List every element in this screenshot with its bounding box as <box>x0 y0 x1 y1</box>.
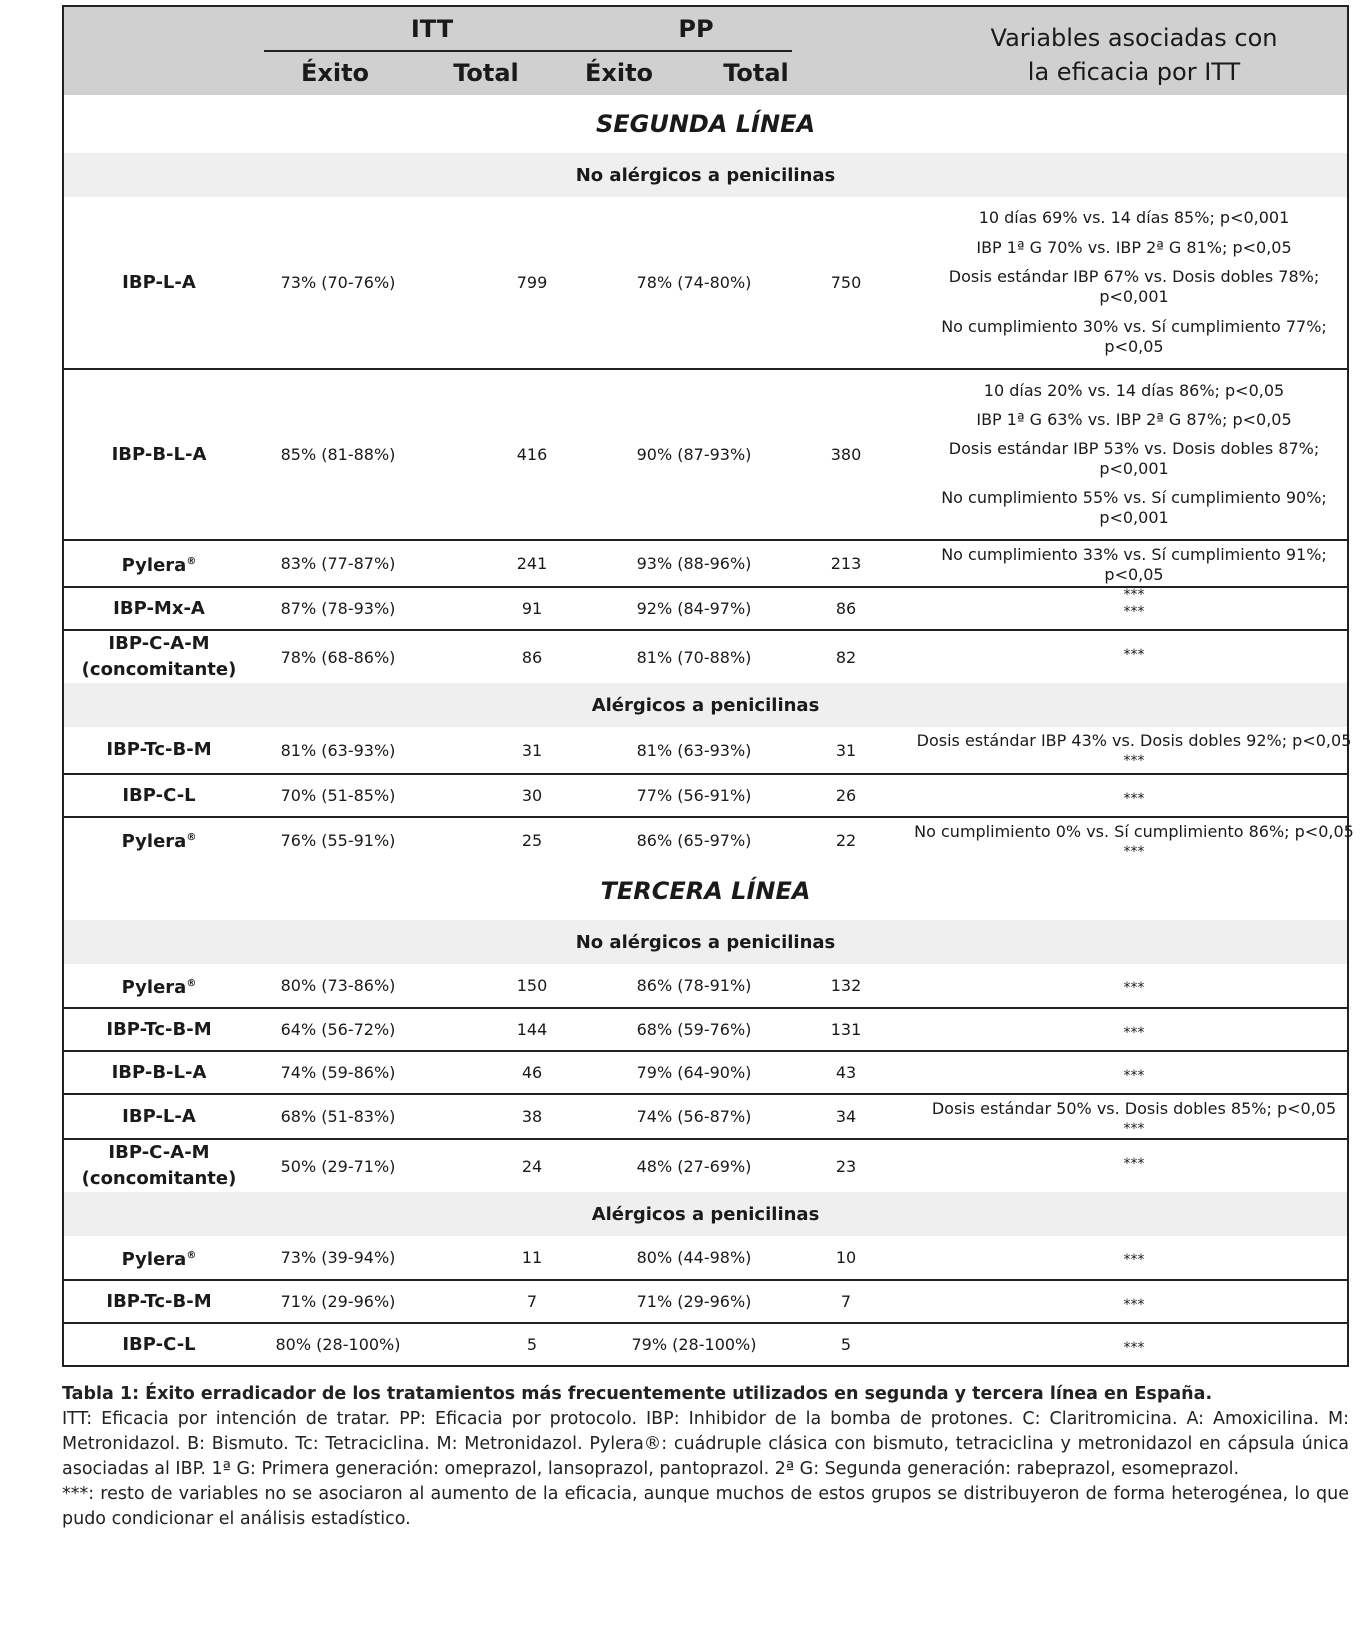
itt-success: 74% (59-86%) <box>280 1063 396 1082</box>
pp-total: 132 <box>830 976 862 995</box>
treatment-name-text: Pylera <box>121 1248 187 1270</box>
pp-success: 71% (29-96%) <box>636 1292 752 1311</box>
treatment-name-text: Pylera <box>121 831 187 852</box>
pp-total: 5 <box>840 1335 852 1354</box>
section-title: TERCERA LÍNEA <box>600 877 811 905</box>
itt-total: 91 <box>521 599 543 618</box>
pp-total: 43 <box>835 1063 857 1082</box>
no-association-marker: *** <box>1123 587 1145 603</box>
treatment-label <box>122 549 197 579</box>
treatment-name-text: IBP-C-L <box>122 1333 196 1355</box>
itt-success: 83% (77-87%) <box>280 554 396 573</box>
pp-exito-header: Éxito <box>584 59 654 87</box>
no-association-marker: *** <box>1123 647 1145 663</box>
treatment-label <box>122 971 197 1001</box>
treatment-name <box>64 775 254 816</box>
variable-line: No cumplimiento 55% vs. Sí cumplimiento 90%; p<0,001 <box>941 488 1327 528</box>
treatment-name <box>64 1052 254 1093</box>
no-association-marker: *** <box>1123 1297 1145 1313</box>
section-title: SEGUNDA LÍNEA <box>595 110 816 138</box>
treatment-label <box>113 596 205 622</box>
variable-line: No cumplimiento 30% vs. Sí cumplimiento 77%; p<0,05 <box>941 317 1327 357</box>
variable-line: 10 días 69% vs. 14 días 85%; p<0,001 <box>978 207 1290 227</box>
treatment-name-text: IBP-C-A-M <box>108 1142 210 1163</box>
itt-total: 86 <box>521 647 543 667</box>
associated-variables <box>914 1140 1354 1192</box>
itt-total: 5 <box>526 1335 538 1354</box>
table-row <box>64 1007 1347 1050</box>
associated-variables <box>914 1281 1354 1322</box>
variable-line: IBP 1ª G 70% vs. IBP 2ª G 81%; p<0,05 <box>976 237 1292 257</box>
itt-total: 30 <box>521 786 543 805</box>
associated-variables <box>914 631 1354 683</box>
variable-line: IBP 1ª G 63% vs. IBP 2ª G 87%; p<0,05 <box>976 409 1292 429</box>
treatment-label <box>122 270 196 296</box>
pp-total: 34 <box>835 1107 857 1126</box>
associated-variables <box>914 541 1354 603</box>
itt-total: 31 <box>521 740 543 760</box>
pp-total: 131 <box>830 1020 862 1039</box>
itt-success: 70% (51-85%) <box>280 786 396 805</box>
treatment-name-text: IBP-B-L-A <box>111 1061 207 1083</box>
table-row <box>64 1050 1347 1093</box>
pp-success: 77% (56-91%) <box>636 786 752 805</box>
variable-line: Dosis estándar IBP 67% vs. Dosis dobles 78%; p<0,001 <box>948 267 1320 307</box>
itt-header: ITT <box>410 15 454 43</box>
itt-total: 799 <box>516 273 548 292</box>
no-association-marker: *** <box>1123 1252 1145 1268</box>
pp-total: 82 <box>835 647 857 667</box>
table-row <box>64 1322 1347 1365</box>
itt-rule <box>264 50 528 52</box>
table-row <box>64 964 1347 1007</box>
treatment-label <box>106 1289 211 1315</box>
caption-title: Tabla 1: Éxito erradicador de los tratamientos más frecuentemente utilizados en segunda y tercera línea en España. <box>62 1384 1213 1404</box>
associated-variables <box>914 818 1354 862</box>
table-row <box>64 1236 1347 1279</box>
pp-success: 81% (70-88%) <box>636 647 752 667</box>
treatment-name <box>64 1095 254 1138</box>
pp-total: 10 <box>835 1248 857 1267</box>
treatment-name-text: IBP-Tc-B-M <box>106 739 212 760</box>
treatment-label <box>112 442 207 468</box>
pp-total: 22 <box>835 830 857 850</box>
pp-total: 31 <box>835 740 857 760</box>
itt-success: 68% (51-83%) <box>280 1107 396 1126</box>
pp-total: 380 <box>830 445 862 464</box>
no-association-marker: *** <box>1123 753 1145 769</box>
pp-success: 80% (44-98%) <box>636 1248 752 1267</box>
variable-line: No cumplimiento 33% vs. Sí cumplimiento 91%; p<0,05 <box>941 545 1327 584</box>
treatment-name-text: IBP-L-A <box>122 1105 196 1127</box>
pp-total: 213 <box>830 554 862 573</box>
associated-variables <box>914 1095 1354 1138</box>
group-label: Alérgicos a penicilinas <box>64 683 1347 727</box>
associated-variables <box>914 1009 1354 1050</box>
associated-variables <box>914 775 1354 816</box>
itt-success: 71% (29-96%) <box>280 1292 396 1311</box>
itt-success: 50% (29-71%) <box>280 1156 396 1176</box>
pp-success: 48% (27-69%) <box>636 1156 752 1176</box>
variable-line: No cumplimiento 0% vs. Sí cumplimiento 86%; p<0,05 <box>914 822 1354 841</box>
variable-line: Dosis estándar 50% vs. Dosis dobles 85%; p<0,05 <box>931 1099 1337 1118</box>
table-row <box>64 586 1347 629</box>
itt-total: 25 <box>521 830 543 850</box>
treatment-label <box>82 631 237 683</box>
table-row <box>64 539 1347 603</box>
treatment-name <box>64 1281 254 1322</box>
no-association-marker: *** <box>1123 1068 1145 1084</box>
treatment-name-text: IBP-Tc-B-M <box>106 1290 212 1312</box>
associated-variables <box>914 727 1354 773</box>
treatment-name <box>64 1140 254 1192</box>
table-row <box>64 1138 1347 1192</box>
itt-total: 144 <box>516 1020 548 1039</box>
variable-line: Dosis estándar IBP 43% vs. Dosis dobles 92%; p<0,05 <box>916 731 1352 750</box>
registered-mark: ® <box>186 1249 197 1261</box>
treatment-label <box>106 737 211 763</box>
pp-total: 26 <box>835 786 857 805</box>
itt-success: 78% (68-86%) <box>280 647 396 667</box>
no-association-marker: *** <box>1123 1340 1145 1356</box>
variables-header-line1: Variables asociadas con <box>990 24 1278 52</box>
pp-success: 81% (63-93%) <box>636 740 752 760</box>
itt-success: 73% (70-76%) <box>280 273 396 292</box>
registered-mark: ® <box>186 555 197 567</box>
caption-note: ***: resto de variables no se asociaron al aumento de la eficacia, aunque muchos de estos grupos se distribuyeron de forma heterogénea, lo que pudo condicionar el análisis estadístico. <box>62 1484 1349 1529</box>
pp-header: PP <box>678 15 714 43</box>
itt-total: 241 <box>516 554 548 573</box>
itt-success: 76% (55-91%) <box>280 830 396 850</box>
treatment-name-text: Pylera <box>121 554 187 576</box>
treatment-label <box>122 1332 195 1358</box>
itt-total: 7 <box>526 1292 538 1311</box>
group-label: No alérgicos a penicilinas <box>64 920 1347 964</box>
associated-variables <box>914 964 1354 1007</box>
itt-success: 85% (81-88%) <box>280 445 396 464</box>
table-header <box>64 7 1347 95</box>
treatment-name <box>64 818 254 862</box>
treatment-name-text: IBP-C-A-M <box>108 633 210 654</box>
no-association-marker: *** <box>1123 604 1145 620</box>
itt-total: 24 <box>521 1156 543 1176</box>
pp-success: 86% (65-97%) <box>636 830 752 850</box>
itt-total: 11 <box>521 1248 543 1267</box>
table-row <box>64 727 1352 773</box>
variable-line: 10 días 20% vs. 14 días 86%; p<0,05 <box>983 380 1285 400</box>
table-row <box>64 773 1347 816</box>
variables-header-line2: la eficacia por ITT <box>1027 58 1241 86</box>
itt-total: 416 <box>516 445 548 464</box>
group-label: Alérgicos a penicilinas <box>64 1192 1347 1236</box>
itt-exito-header: Éxito <box>300 59 370 87</box>
no-association-marker: *** <box>1123 1025 1145 1041</box>
treatment-label <box>82 1140 237 1192</box>
treatment-label <box>122 825 197 855</box>
pp-success: 90% (87-93%) <box>636 445 752 464</box>
treatment-name-text: IBP-Tc-B-M <box>106 1018 212 1040</box>
table-caption <box>62 1382 1349 1532</box>
itt-success: 80% (73-86%) <box>280 976 396 995</box>
treatment-name <box>64 1324 254 1365</box>
pp-success: 86% (78-91%) <box>636 976 752 995</box>
pp-success: 74% (56-87%) <box>636 1107 752 1126</box>
associated-variables <box>914 1324 1354 1365</box>
pp-rule <box>528 50 792 52</box>
treatment-name-text: IBP-C-L <box>122 784 196 806</box>
pp-success: 79% (64-90%) <box>636 1063 752 1082</box>
treatment-name <box>64 1009 254 1050</box>
group-label: No alérgicos a penicilinas <box>64 153 1347 197</box>
pp-total: 7 <box>840 1292 852 1311</box>
treatment-subname: (concomitante) <box>81 1168 237 1189</box>
pp-total: 23 <box>835 1156 857 1176</box>
no-association-marker: *** <box>1123 1121 1145 1137</box>
associated-variables <box>914 588 1354 629</box>
treatment-label <box>112 1060 207 1086</box>
table-body <box>64 95 1354 1365</box>
associated-variables <box>914 370 1354 539</box>
pp-success: 93% (88-96%) <box>636 554 752 573</box>
pp-total-header: Total <box>723 59 789 87</box>
treatment-name <box>64 964 254 1007</box>
treatment-name-text: IBP-Mx-A <box>113 597 205 619</box>
results-table <box>62 5 1354 1367</box>
treatment-name-text: IBP-L-A <box>122 271 196 293</box>
itt-success: 64% (56-72%) <box>280 1020 396 1039</box>
caption-abbreviations: ITT: Eficacia por intención de tratar. PP: Eficacia por protocolo. IBP: Inhibidor de la bomba de protones. C: Claritromicina. A: Amoxicilina. M: Metronidazol. B: Bismuto. Tc: Tetraciclina. M: Metronidazol. Pylera®: cuádruple clásica con bismuto, tetraciclina y metronidazol en cápsula única asociadas al IBP. 1ª G: Primera generación: omeprazol, lansoprazol, pantoprazol. 2ª G: Segunda generación: rabeprazol, esomeprazol. <box>62 1409 1349 1479</box>
itt-total: 38 <box>521 1107 543 1126</box>
itt-success: 80% (28-100%) <box>275 1335 401 1354</box>
pp-total: 750 <box>830 273 862 292</box>
no-association-marker: *** <box>1123 1156 1145 1172</box>
registered-mark: ® <box>186 832 197 843</box>
treatment-label <box>122 1104 196 1130</box>
no-association-marker: *** <box>1123 791 1145 807</box>
itt-success: 81% (63-93%) <box>280 740 396 760</box>
treatment-name <box>64 631 254 683</box>
associated-variables <box>914 1052 1354 1093</box>
no-association-marker: *** <box>1123 844 1145 860</box>
treatment-label <box>122 1243 197 1273</box>
registered-mark: ® <box>186 977 197 989</box>
pp-success: 68% (59-76%) <box>636 1020 752 1039</box>
table-row <box>64 816 1354 862</box>
treatment-name-text: IBP-B-L-A <box>111 443 207 465</box>
associated-variables <box>914 197 1354 368</box>
pp-success: 78% (74-80%) <box>636 273 752 292</box>
table-row <box>64 197 1347 368</box>
pp-success: 79% (28-100%) <box>631 1335 757 1354</box>
treatment-label <box>122 783 195 809</box>
table-row <box>64 629 1347 683</box>
treatment-name <box>64 588 254 629</box>
treatment-name <box>64 1236 254 1279</box>
pp-total: 86 <box>835 599 857 618</box>
treatment-subname: (concomitante) <box>81 659 237 680</box>
itt-total: 150 <box>516 976 548 995</box>
variables-header <box>924 21 1344 89</box>
treatment-name <box>64 727 254 773</box>
itt-success: 87% (78-93%) <box>280 599 396 618</box>
treatment-label <box>106 1017 211 1043</box>
itt-total: 46 <box>521 1063 543 1082</box>
no-association-marker: *** <box>1123 980 1145 996</box>
pp-success: 92% (84-97%) <box>636 599 752 618</box>
treatment-name <box>64 541 254 586</box>
table-row <box>64 1093 1347 1138</box>
treatment-name-text: Pylera <box>121 976 187 998</box>
itt-total-header: Total <box>453 59 519 87</box>
itt-success: 73% (39-94%) <box>280 1248 396 1267</box>
table-row <box>64 368 1347 539</box>
treatment-name <box>64 370 254 539</box>
table-row <box>64 1279 1347 1322</box>
variable-line: Dosis estándar IBP 53% vs. Dosis dobles 87%; p<0,001 <box>948 439 1320 479</box>
associated-variables <box>914 1236 1354 1279</box>
treatment-name <box>64 197 254 368</box>
